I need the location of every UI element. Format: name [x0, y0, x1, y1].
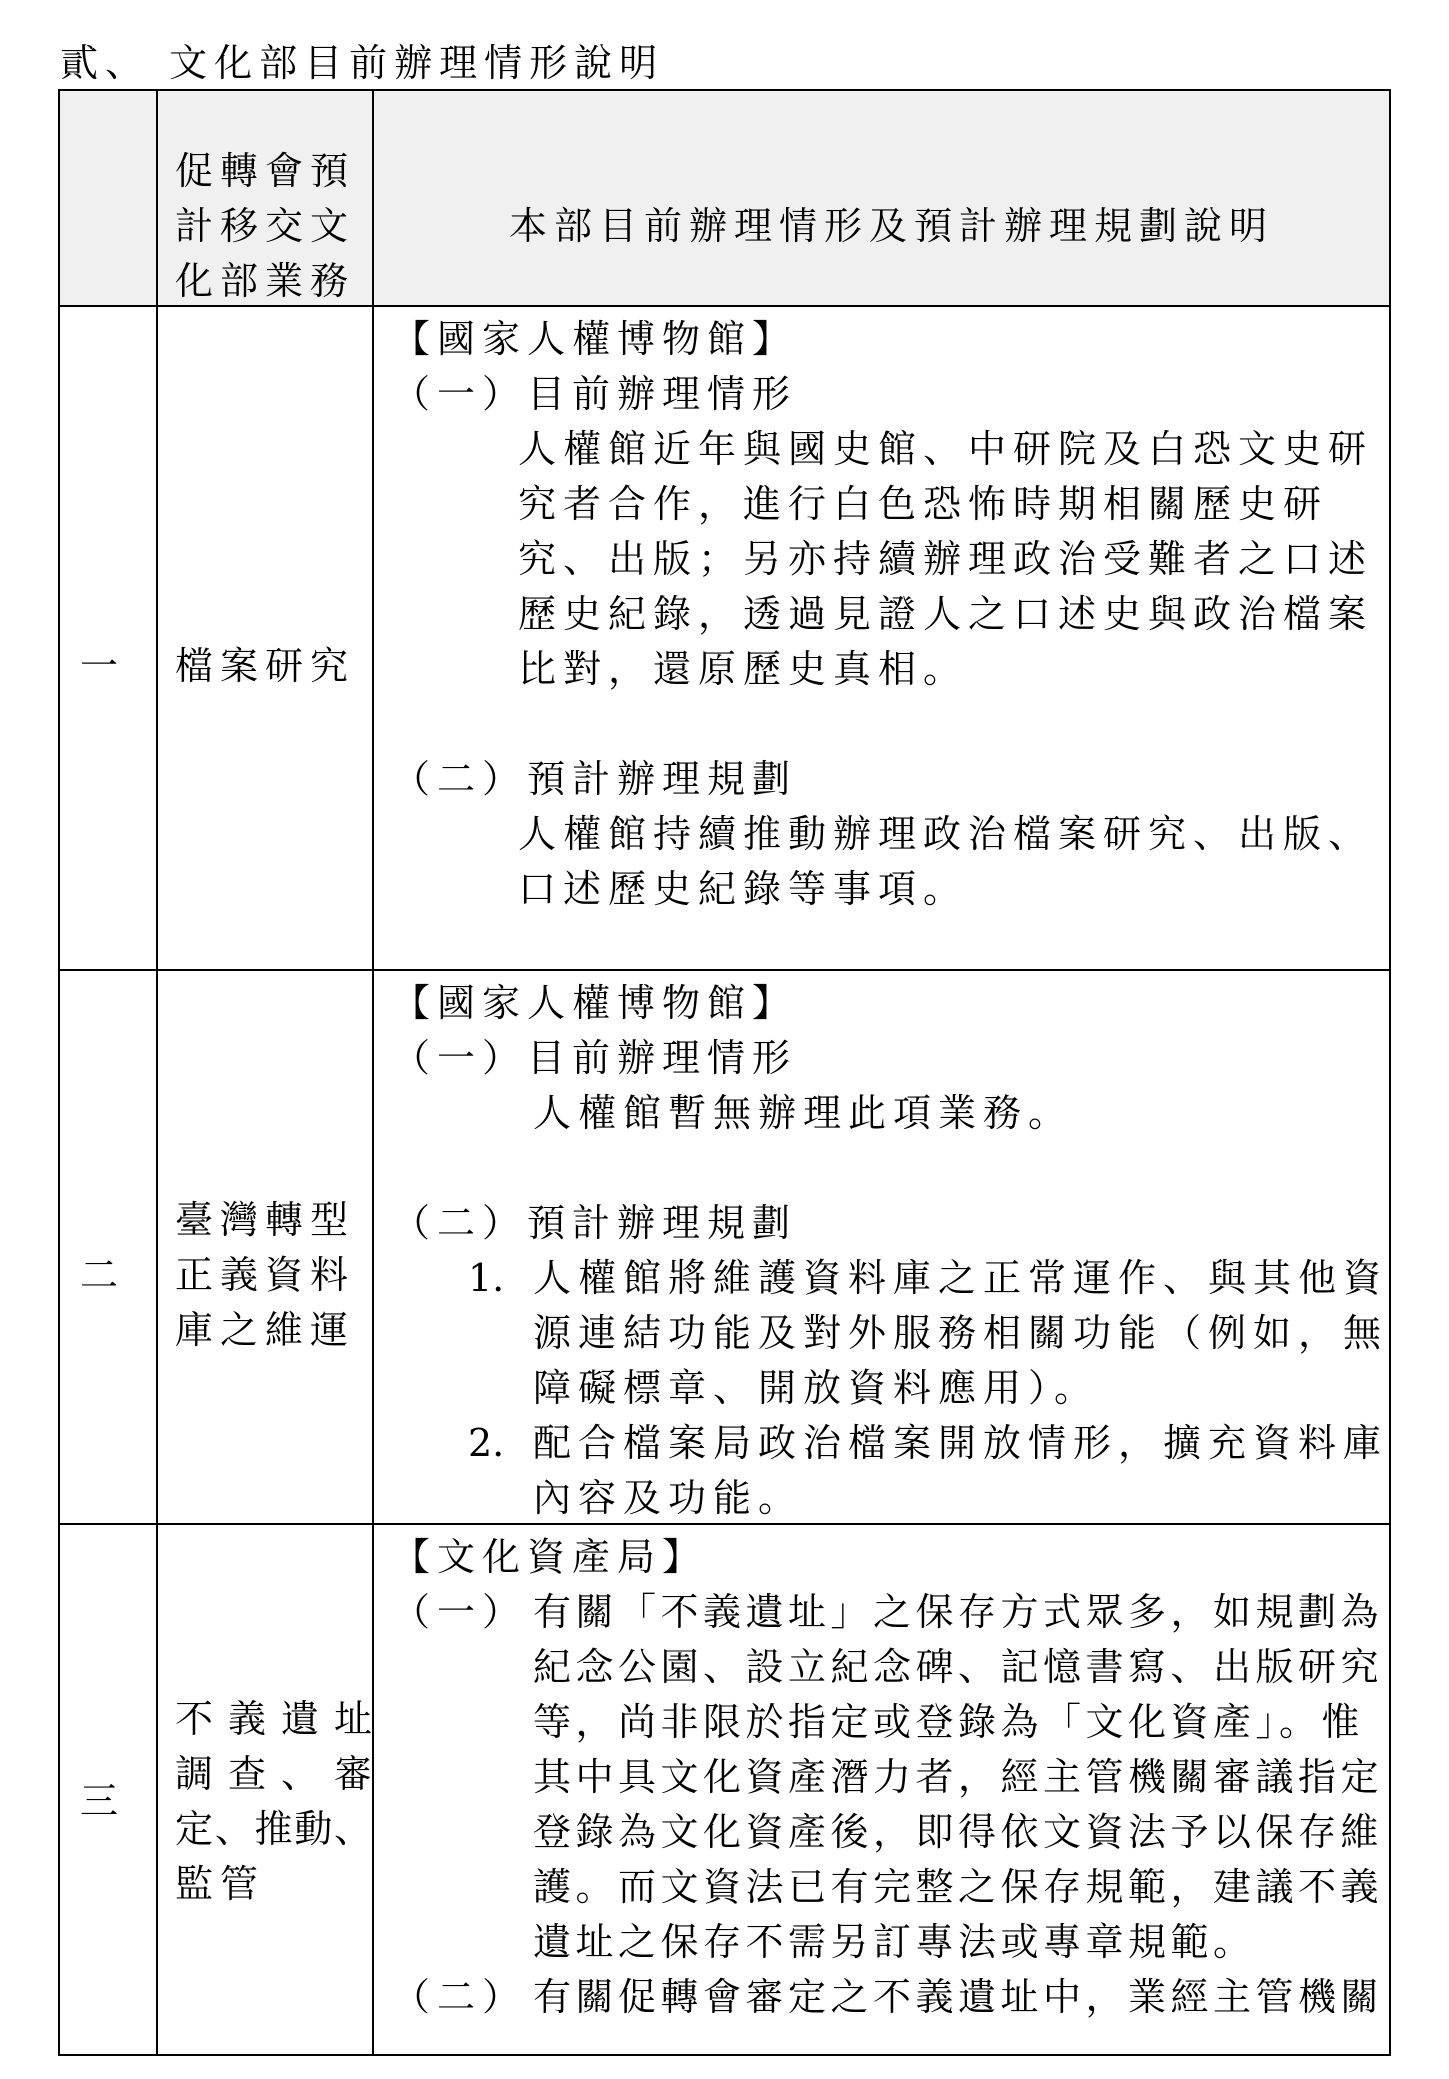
header-item-cell [158, 91, 374, 307]
header-item-line: 化部業務 [175, 258, 356, 303]
item-name-line: 調查、審 [175, 1751, 372, 1796]
body-line: 人權館近年與國史館、中研院及白恐文史研 [518, 427, 1374, 471]
description-cell [374, 307, 1391, 971]
row-number: 三 [80, 1779, 126, 1823]
body-line: 究者合作，進行白色恐怖時期相關歷史研 [518, 482, 1329, 526]
item-name-line: 定、推動、 [175, 1806, 372, 1851]
item-name-cell [158, 307, 374, 971]
status-table [58, 89, 1391, 2056]
item-label: （一） [392, 1590, 528, 1634]
plan-label: （二）預計辦理規劃 [392, 1201, 798, 1245]
item-name-cell [158, 971, 374, 1525]
header-item-line: 促轉會預 [175, 148, 356, 193]
header-item-line: 計移交文 [175, 203, 356, 248]
body-line: 登錄為文化資產後，即得依文資法予以保存維 [533, 1810, 1384, 1854]
body-line: 歷史紀錄，透過見證人之口述史與政治檔案 [518, 592, 1374, 636]
blank-line [392, 1141, 1389, 1196]
description-cell [374, 971, 1391, 1525]
body-line: 其中具文化資產潛力者，經主管機關審議指定 [533, 1755, 1384, 1799]
item-name-cell [158, 1525, 374, 2056]
item-label: （二） [392, 1975, 528, 2019]
row-number: 二 [80, 1252, 126, 1297]
body-line: 人權館持續推動辦理政治檔案研究、出版、 [518, 812, 1374, 856]
body-line: 口述歷史紀錄等事項。 [518, 867, 969, 911]
blank-line [392, 697, 1389, 752]
body-line: 比對，還原歷史真相。 [518, 647, 969, 691]
body-line: 人權館暫無辦理此項業務。 [533, 1091, 1074, 1135]
agency-heading: 【國家人權博物館】 [392, 317, 798, 361]
item-number: 2. [468, 1421, 505, 1465]
item-name-line: 監管 [175, 1861, 266, 1906]
body-line: 紀念公園、設立紀念碑、記憶書寫、出版研究 [533, 1645, 1384, 1689]
body-line: 遺址之保存不需另訂專法或專章規範。 [533, 1920, 1256, 1964]
item-name-line: 正義資料 [175, 1252, 356, 1297]
current-status-label: （一）目前辦理情形 [392, 1036, 798, 1080]
row-number: 一 [80, 643, 126, 688]
body-line: 護。而文資法已有完整之保存規範，建議不義 [533, 1865, 1384, 1909]
row-number-cell [60, 307, 158, 971]
section-title: 貳、 文化部目前辦理情形說明 [60, 41, 665, 85]
item-text: 有關「不義遺址」之保存方式眾多，如規劃為 [533, 1590, 1384, 1634]
row-number-cell [60, 971, 158, 1525]
header-description: 本部目前辦理情形及預計辦理規劃說明 [508, 203, 1274, 248]
item-name-line: 檔案研究 [175, 643, 356, 688]
item-text: 有關促轉會審定之不義遺址中，業經主管機關 [533, 1975, 1384, 2019]
current-status-label: （一）目前辦理情形 [392, 372, 798, 416]
numbered-item [392, 1251, 1389, 1306]
body-line: 等，尚非限於指定或登錄為「文化資產」。惟 [533, 1700, 1365, 1744]
item-name-line: 庫之維運 [175, 1307, 356, 1352]
plan-label: （二）預計辦理規劃 [392, 757, 798, 801]
agency-heading: 【文化資產局】 [392, 1535, 708, 1579]
labeled-item [392, 1970, 1389, 2025]
item-text: 人權館將維護資料庫之正常運作、與其他資 [533, 1256, 1389, 1300]
header-description-cell [374, 91, 1391, 307]
description-cell [374, 1525, 1391, 2056]
item-text: 配合檔案局政治檔案開放情形，擴充資料庫 [533, 1421, 1389, 1465]
body-line: 障礙標章、開放資料應用）。 [533, 1366, 1100, 1410]
body-line: 究、出版；另亦持續辦理政治受難者之口述 [518, 537, 1374, 581]
numbered-item [392, 1416, 1389, 1471]
body-line: 源連結功能及對外服務相關功能（例如，無 [533, 1311, 1389, 1355]
item-name-line: 不義遺址 [175, 1696, 372, 1741]
body-line: 內容及功能。 [533, 1476, 804, 1520]
labeled-item [392, 1585, 1389, 1640]
row-number-cell [60, 1525, 158, 2056]
item-number: 1. [468, 1256, 505, 1300]
item-name-line: 臺灣轉型 [175, 1197, 356, 1242]
header-number-cell [60, 91, 158, 307]
agency-heading: 【國家人權博物館】 [392, 981, 798, 1025]
